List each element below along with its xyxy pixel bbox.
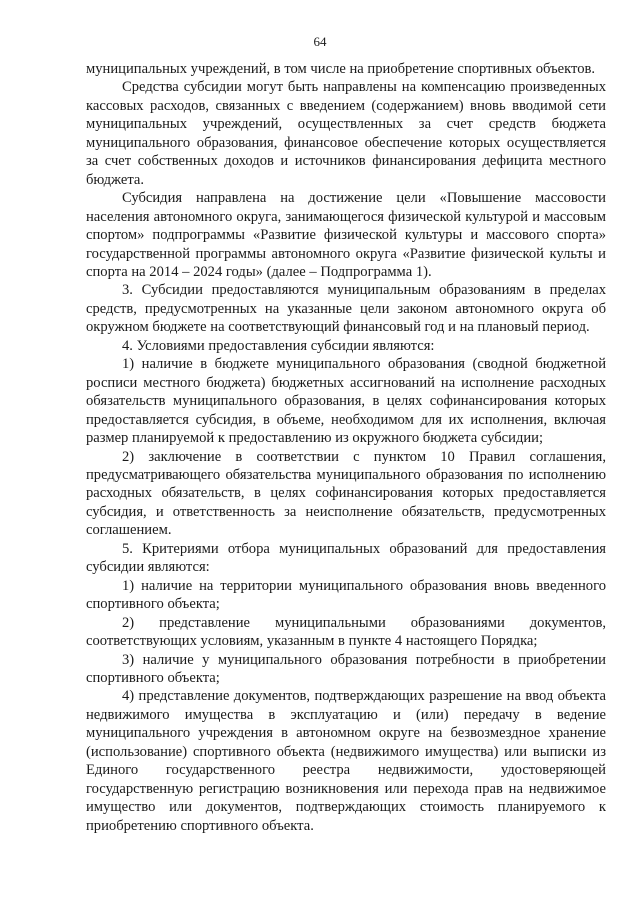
paragraph-subsidy-goal: Субсидия направлена на достижение цели «Повышение массовости населения автономного округа, занимающегося физической культурой и массовым спортом» подпрограммы «Развитие физической культуры и массового спорта» государственной программы автономного округа «Развитие физической культы и спорта на 2014 – 2024 годы» (далее – Подпрограмма 1). (86, 190, 606, 280)
paragraph-item-4: 4. Условиями предоставления субсидии являются: (122, 337, 435, 354)
paragraph-item-5: 5. Критериями отбора муниципальных образований для предоставления субсидии являются: (86, 540, 606, 576)
paragraph-item-3: 3. Субсидии предоставляются муниципальным образованиям в пределах средств, предусмотренных на указанные цели законом автономного округа об окружном бюджете на соответствующий финансовый год и на плановый период. (86, 282, 606, 336)
paragraph-item-4-2: 2) заключение в соответствии с пунктом 10 Правил соглашения, предусматривающего обязательства муниципального образования по исполнению расходных обязательств, в целях софинансирования которых предоставляется субсидия, и ответственность за неисполнение обязательств, предусмотренных соглашением. (86, 448, 606, 539)
paragraph-item-4-1: 1) наличие в бюджете муниципального образования (сводной бюджетной росписи местного бюджета) бюджетных ассигнований на исполнение расходных обязательств муниципального образования, в целях софинансирования которых предоставляется субсидия, в объеме, необходимом для их исполнения, включая размер планируемой к предоставлению из окружного бюджета субсидии; (86, 356, 606, 447)
document-body (86, 60, 606, 835)
paragraph-continuation: муниципальных учреждений, в том числе на приобретение спортивных объектов. (86, 61, 596, 77)
paragraph-item-5-2: 2) представление муниципальными образованиями документов, соответствующих условиям, указанным в пункте 4 настоящего Порядка; (86, 614, 606, 650)
paragraph-subsidy-funds: Средства субсидии могут быть направлены на компенсацию произведенных кассовых расходов, связанных с введением (содержанием) вновь вводимой сети муниципальных учреждений, осуществленных за счет средств бюджета муниципального образования, финансовое обеспечение которых осуществляется за счет собственных доходов и источников финансирования дефицита местного бюджета. (86, 79, 606, 188)
page-number: 64 (313, 34, 327, 49)
paragraph-item-5-3: 3) наличие у муниципального образования потребности в приобретении спортивного объекта; (86, 651, 606, 686)
paragraph-item-5-4: 4) представление документов, подтверждающих разрешение на ввод объекта недвижимого имущества в эксплуатацию и (или) передачу в ведение муниципального учреждения в автономном округе на безвозмездное хранение (использование) спортивного объекта (недвижимого имущества) или выписки из Единого государственного реестра недвижимости, удостоверяющей государственную регистрацию возникновения или перехода прав на недвижимое имущество или документов, подтверждающих стоимость планируемого к приобретению спортивного объекта. (86, 688, 606, 834)
paragraph-item-5-1: 1) наличие на территории муниципального образования вновь введенного спортивного объекта; (86, 577, 606, 613)
